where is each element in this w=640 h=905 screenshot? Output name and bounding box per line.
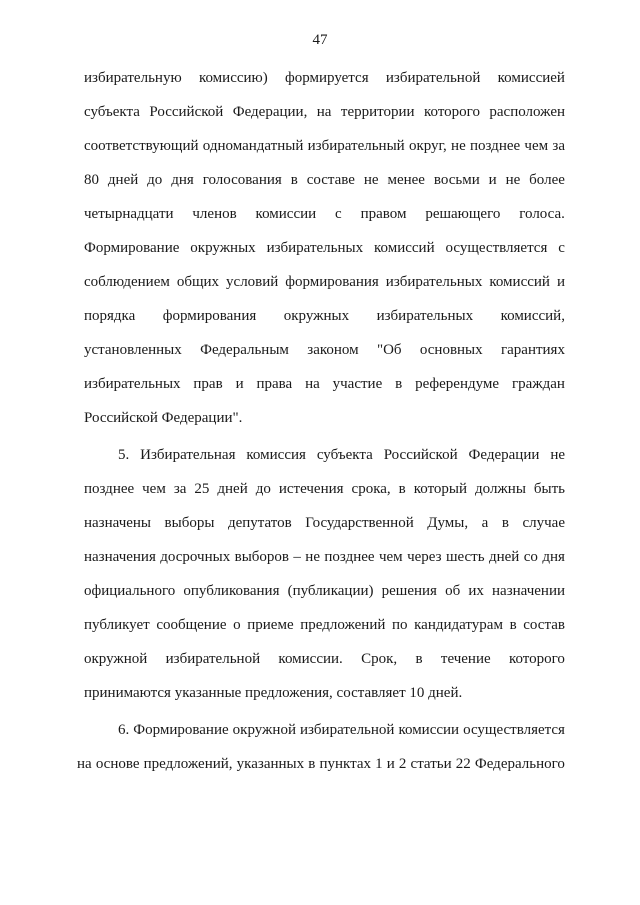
word: формирования	[162, 308, 257, 324]
word: законом	[307, 342, 359, 358]
word: пунктах	[319, 756, 371, 772]
word: позднее	[470, 138, 521, 154]
word: об	[445, 583, 461, 599]
word: соответствующий	[84, 138, 199, 154]
word: о	[233, 617, 241, 633]
text-line	[84, 367, 565, 401]
word: публикует	[84, 617, 150, 633]
word: окружной	[84, 651, 148, 667]
word: назначения	[84, 549, 156, 565]
word: приеме	[247, 617, 294, 633]
word: голосования	[202, 172, 282, 188]
word: комиссий	[373, 240, 435, 256]
word: в	[398, 481, 406, 497]
word: гарантиях	[500, 342, 565, 358]
text-line	[84, 231, 565, 265]
word: депутатов	[227, 515, 292, 531]
word: 22	[455, 756, 471, 772]
text-line	[84, 299, 565, 333]
word: на	[77, 756, 92, 772]
word: основе	[95, 756, 140, 772]
word: Формирование	[133, 722, 229, 738]
word: восьми	[433, 172, 480, 188]
word: 1	[375, 756, 383, 772]
page-number: 47	[312, 32, 328, 48]
word: участие	[332, 376, 383, 392]
text-line	[84, 540, 565, 574]
word: избирательной	[165, 651, 261, 667]
word: избирательной	[385, 70, 481, 86]
word: территории	[340, 104, 415, 120]
word: общих	[176, 274, 220, 290]
word: Формирование	[84, 240, 180, 256]
word: указанных	[236, 756, 305, 772]
word: Думы,	[427, 515, 469, 531]
word: формируется	[285, 70, 369, 86]
word: избирательную	[84, 70, 182, 86]
word: прав	[193, 376, 223, 392]
text-line	[84, 197, 565, 231]
word: на	[305, 376, 320, 392]
word: выборов	[234, 549, 289, 565]
word: округ,	[408, 138, 447, 154]
word: состав	[523, 617, 565, 633]
word: дней	[217, 481, 248, 497]
word: в	[509, 617, 517, 633]
word: в	[415, 651, 423, 667]
word: избирательных	[385, 274, 483, 290]
text-line	[84, 129, 565, 163]
word: дня	[171, 172, 194, 188]
word: соблюдением	[84, 274, 170, 290]
word: в	[501, 515, 509, 531]
word: опубликования	[183, 583, 280, 599]
word: правом	[360, 206, 407, 222]
word: срока,	[351, 481, 391, 497]
word: комиссии	[255, 206, 317, 222]
word: (публикации)	[287, 583, 374, 599]
word: расположен	[489, 104, 565, 120]
word: 6.	[118, 722, 130, 738]
word: составе	[306, 172, 355, 188]
text-line	[84, 333, 565, 367]
word: с	[558, 240, 565, 256]
word: Государственной	[305, 515, 414, 531]
word: до	[147, 172, 163, 188]
word: за	[552, 138, 565, 154]
word: со	[523, 549, 538, 565]
word: досрочных	[160, 549, 231, 565]
word: 80	[84, 172, 99, 188]
word: чем	[142, 481, 166, 497]
word: на	[316, 104, 332, 120]
word: случае	[522, 515, 565, 531]
text-line: Российской Федерации".	[84, 410, 243, 426]
word: кандидатурам	[414, 617, 503, 633]
text-line	[84, 438, 565, 472]
text-line	[84, 95, 565, 129]
word: не	[451, 138, 466, 154]
word: более	[529, 172, 565, 188]
word: в	[308, 756, 316, 772]
word: Российской	[149, 104, 224, 120]
word: менее	[387, 172, 425, 188]
word: позднее	[84, 481, 135, 497]
word: истечения	[278, 481, 344, 497]
word: членов	[192, 206, 237, 222]
word: а	[481, 515, 489, 531]
word: формирования	[285, 274, 379, 290]
word: "Об	[376, 342, 402, 358]
word: до	[255, 481, 271, 497]
word: решающего	[425, 206, 501, 222]
word: окружных	[190, 240, 256, 256]
word: избирательный	[307, 138, 405, 154]
word: права	[256, 376, 293, 392]
word: порядка	[84, 308, 136, 324]
word: избирательной	[299, 722, 395, 738]
word: дней	[107, 172, 139, 188]
word: четырнадцати	[84, 206, 174, 222]
word: предложений,	[143, 756, 233, 772]
word: в	[395, 376, 403, 392]
word: не	[550, 447, 565, 463]
text-line	[84, 61, 565, 95]
word: позднее	[324, 549, 375, 565]
word: субъекта	[316, 447, 373, 463]
word: Федерального	[474, 756, 565, 772]
word: назначены	[84, 515, 152, 531]
word: комиссии.	[278, 651, 343, 667]
word: Избирательная	[140, 447, 236, 463]
word: должны	[475, 481, 526, 497]
word: через	[407, 549, 442, 565]
text-line	[84, 713, 565, 747]
word: Федерации,	[232, 104, 308, 120]
word: дня	[542, 549, 565, 565]
word: комиссий	[489, 274, 550, 290]
word: референдуме	[415, 376, 500, 392]
document-body	[77, 61, 565, 781]
word: 2	[398, 756, 407, 772]
word: Срок,	[361, 651, 398, 667]
word: голоса.	[519, 206, 565, 222]
word: их	[468, 583, 484, 599]
word: граждан	[511, 376, 565, 392]
word: 5.	[118, 447, 130, 463]
word: которого	[423, 104, 480, 120]
text-line	[84, 608, 565, 642]
word: комиссией	[497, 70, 565, 86]
word: течение	[440, 651, 491, 667]
word: установленных	[84, 342, 182, 358]
text-line	[84, 574, 565, 608]
word: дней	[488, 549, 520, 565]
word: и	[235, 376, 244, 392]
word: в	[290, 172, 298, 188]
word: сообщение	[156, 617, 227, 633]
word: Федеральным	[200, 342, 289, 358]
word: Российской	[383, 447, 458, 463]
word: комиссию)	[198, 70, 268, 86]
word: предложений	[300, 617, 386, 633]
word: по	[391, 617, 408, 633]
text-line	[84, 472, 565, 506]
word: не	[305, 549, 320, 565]
word: условий	[226, 274, 279, 290]
word: 25	[194, 481, 210, 497]
word: назначении	[492, 583, 565, 599]
word: не	[363, 172, 379, 188]
word: осуществляется	[445, 240, 548, 256]
word: окружных	[283, 308, 350, 324]
word: не	[505, 172, 521, 188]
text-line	[84, 163, 565, 197]
word: чем	[378, 549, 403, 565]
word: шесть	[445, 549, 485, 565]
text-line	[84, 265, 565, 299]
word: основных	[419, 342, 483, 358]
word: и	[386, 756, 395, 772]
word: официального	[84, 583, 176, 599]
word: который	[413, 481, 468, 497]
word: осуществляется	[463, 722, 565, 738]
word: статьи	[410, 756, 452, 772]
word: комиссия	[246, 447, 306, 463]
word: комиссии	[398, 722, 460, 738]
word: –	[293, 549, 301, 565]
word: одномандатный	[202, 138, 304, 154]
word: чем	[524, 138, 549, 154]
word: и	[488, 172, 497, 188]
word: за	[173, 481, 187, 497]
text-line: принимаются указанные предложения, составляет 10 дней.	[84, 685, 463, 701]
word: комиссий,	[500, 308, 565, 324]
word: и	[556, 274, 565, 290]
word: Федерации	[468, 447, 540, 463]
word: с	[335, 206, 342, 222]
word: избирательных	[84, 376, 181, 392]
word: решения	[381, 583, 437, 599]
word: субъекта	[84, 104, 140, 120]
word: избирательных	[266, 240, 364, 256]
text-line	[84, 642, 565, 676]
word: быть	[533, 481, 565, 497]
word: которого	[508, 651, 565, 667]
word: выборы	[164, 515, 215, 531]
word: окружной	[232, 722, 296, 738]
text-line	[84, 506, 565, 540]
text-line	[77, 747, 565, 781]
word: избирательных	[376, 308, 474, 324]
